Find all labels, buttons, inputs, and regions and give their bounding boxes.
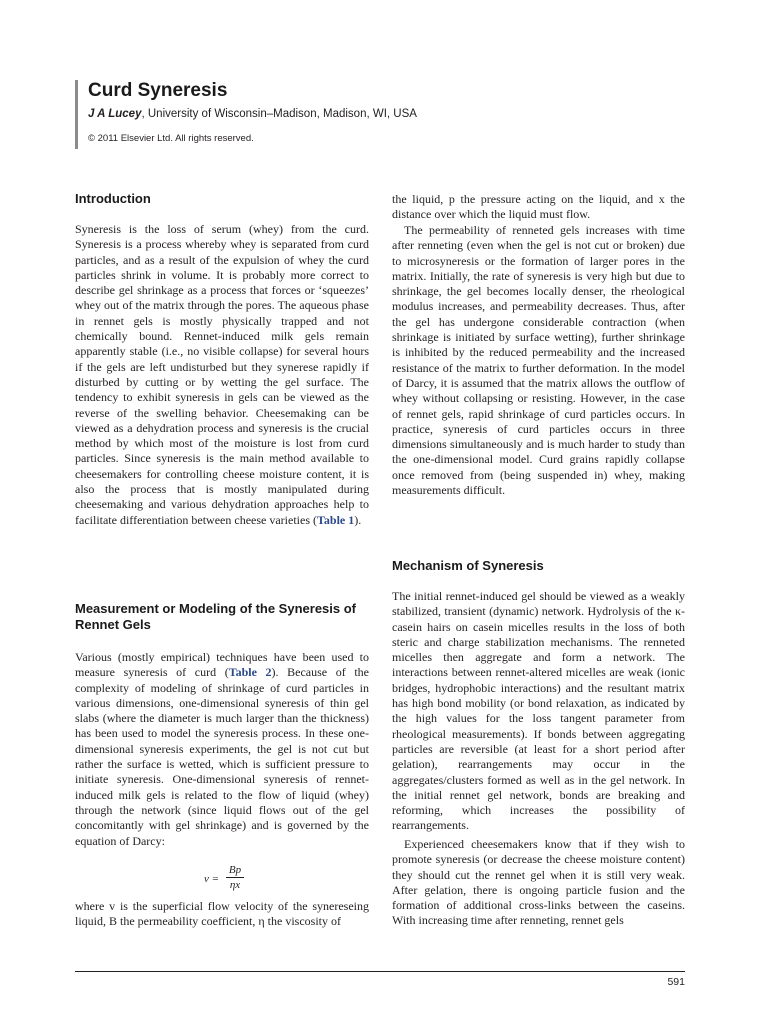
mechanism-heading: Mechanism of Syneresis [392, 558, 544, 573]
introduction-heading: Introduction [75, 191, 151, 206]
equation-lhs: v = [204, 873, 220, 885]
measurement-heading: Measurement or Modeling of the Syneresis of Rennet Gels [75, 601, 356, 632]
equation-fraction [226, 864, 244, 892]
copyright: © 2011 Elsevier Ltd. All rights reserved. [88, 133, 254, 144]
page-number: 591 [667, 976, 685, 988]
affiliation: , University of Wisconsin–Madison, Madison, WI, USA [141, 108, 417, 120]
mechanism-paragraph-2: Experienced cheesemakers know that if they wish to promote syneresis (or decrease the cheese moisture content) they should cut the rennet gel when it is still very weak. After gelation, there is ongoing particle fusion and the formation of additional cross-links between the caseins. With increasing time after renneting, rennet gels [392, 837, 685, 928]
equation-explanation-continued: the liquid, p the pressure acting on the liquid, and x the distance over which the liquid must flow. [392, 192, 685, 222]
mechanism-paragraph: The initial rennet-induced gel should be viewed as a weakly stabilized, transient (dynamic) network. Hydrolysis of the κ-casein hairs on casein micelles results in the loss of both steric and charge stabilization mechanisms. The renneted micelles then aggregate and form a network. The interactions between rennet-altered micelles are weak (ionic bridges, hydrophobic interactions) and the resultant matrix has high bond mobility (or bond relaxation, as indicated by the high values for the loss tangent parameter from rheological measurements). If bonds between aggregating particles are reversible (at least for a short period after gelation), rearrangements may occur in the aggregates/clusters formed as well as in the gel network. In the initial rennet gel network, bonds are breaking and reforming, which increases the possibility of rearrangements. [392, 589, 685, 833]
table-1-link[interactable]: Table 1 [317, 512, 355, 527]
equation-numerator: Bp [226, 864, 244, 878]
permeability-paragraph: The permeability of renneted gels increases with time after renneting (even when the gel is not cut or broken) due to microsyneresis or the formation of larger pores in the matrix. Initially, the rate of syneresis is very high but due to shrinkage, the gel becomes locally denser, the rheological modulus increases, and permeability decreases. Thus, after the gel has undergone considerable contraction (when shrinkage is initiated by surface wetting), further shrinkage is inhibited by the reduced permeability and the increased resistance of the matrix to further deformation. In the model of Darcy, it is assumed that the matrix allows the outflow of whey without collapsing or resisting. However, in the case of rennet gels, rapid shrinkage of curd particles occurs. In practice, syneresis of curd particles occurs in three dimensions simultaneously and is much harder to study than the one-dimensional model. Curd grains rapidly collapse once removed from (being suspended in) whey, making measurements difficult. [392, 223, 685, 498]
darcy-equation [200, 864, 280, 894]
equation-denominator: ηx [229, 879, 241, 891]
footer-rule [75, 971, 685, 972]
equation-explanation: where v is the superficial flow velocity of the synereseing liquid, B the permeability coefficient, η the viscosity of [75, 899, 369, 929]
author: J A Lucey [88, 108, 142, 120]
byline [88, 108, 417, 120]
table-2-link[interactable]: Table 2 [228, 665, 272, 680]
article-title: Curd Syneresis [88, 80, 228, 101]
introduction-paragraph: Syneresis is the loss of serum (whey) from the curd. Syneresis is a process whereby whey is separated from curd particles, and as a result of the expulsion of whey the curd particles shrink in volume. It is probably more correct to describe gel shrinkage as a process that forces or ‘squeezes’ whey out of the matrix through the pores. The aqueous phase in rennet gels is mostly physically trapped and not chemically bound. Rennet-induced milk gels remain apparently stable (i.e., no visible collapse) for several hours if the gels are left undisturbed but they synerese rapidly if disturbed by cutting or by wetting the gel surface. The tendency to exhibit syneresis in gels can be viewed as the reverse of the swelling behavior. Cheesemaking can be viewed as a dehydration process and syneresis is the crucial method by which most of the moisture is lost from curd particles. Since syneresis is the main method available to cheesemakers for controlling cheese moisture content, it is also the process that is mostly manipulated during cheesemaking and various dehydration approaches help to facilitate differentiation between cheese varieties (Table 1). [75, 222, 369, 527]
introduction-text: Syneresis is the loss of serum (whey) from the curd. Syneresis is a process whereby whey is separated from curd particles, and as a result of the expulsion of whey the curd particles shrink in volume. It is probably more correct to describe gel shrinkage as a process that forces or ‘squeezes’ whey out of the matrix through the pores. The aqueous phase in rennet gels is mostly physically trapped and not chemically bound. Rennet-induced milk gels remain apparently stable (i.e., no visible collapse) for several hours if the gels are left undisturbed but they synerese rapidly if disturbed by cutting or by wetting the gel surface. The tendency to exhibit syneresis in gels can be viewed as the reverse of the swelling behavior. Cheesemaking can be viewed as a dehydration process and syneresis is the crucial method by which most of the moisture is lost from curd particles. Since syneresis is the main method available to cheesemakers for controlling cheese moisture content, it is also the process that is mostly manipulated during cheesemaking and various dehydration approaches help to facilitate differentiation between cheese varieties ( [75, 222, 369, 527]
header-rule [75, 80, 78, 149]
measurement-paragraph: Various (mostly empirical) techniques have been used to measure syneresis of curd (Table 2). Because of the complexity of modeling of shrinkage of curd particles in various dimensions, one-dimensional syneresis of thin gel slabs (where the diameter is much larger than the thickness) has been used to model the syneresis process. In these one-dimensional syneresis experiments, the gel is not cut but rather the surface is wetted, which is sufficient pressure to initiate syneresis. One-dimensional syneresis of rennet-induced milk gels is related to the flow of liquid (whey) through the network (since liquid flows out of the gel concomitantly with gel shrinkage) and is governed by the equation of Darcy: [75, 650, 369, 848]
